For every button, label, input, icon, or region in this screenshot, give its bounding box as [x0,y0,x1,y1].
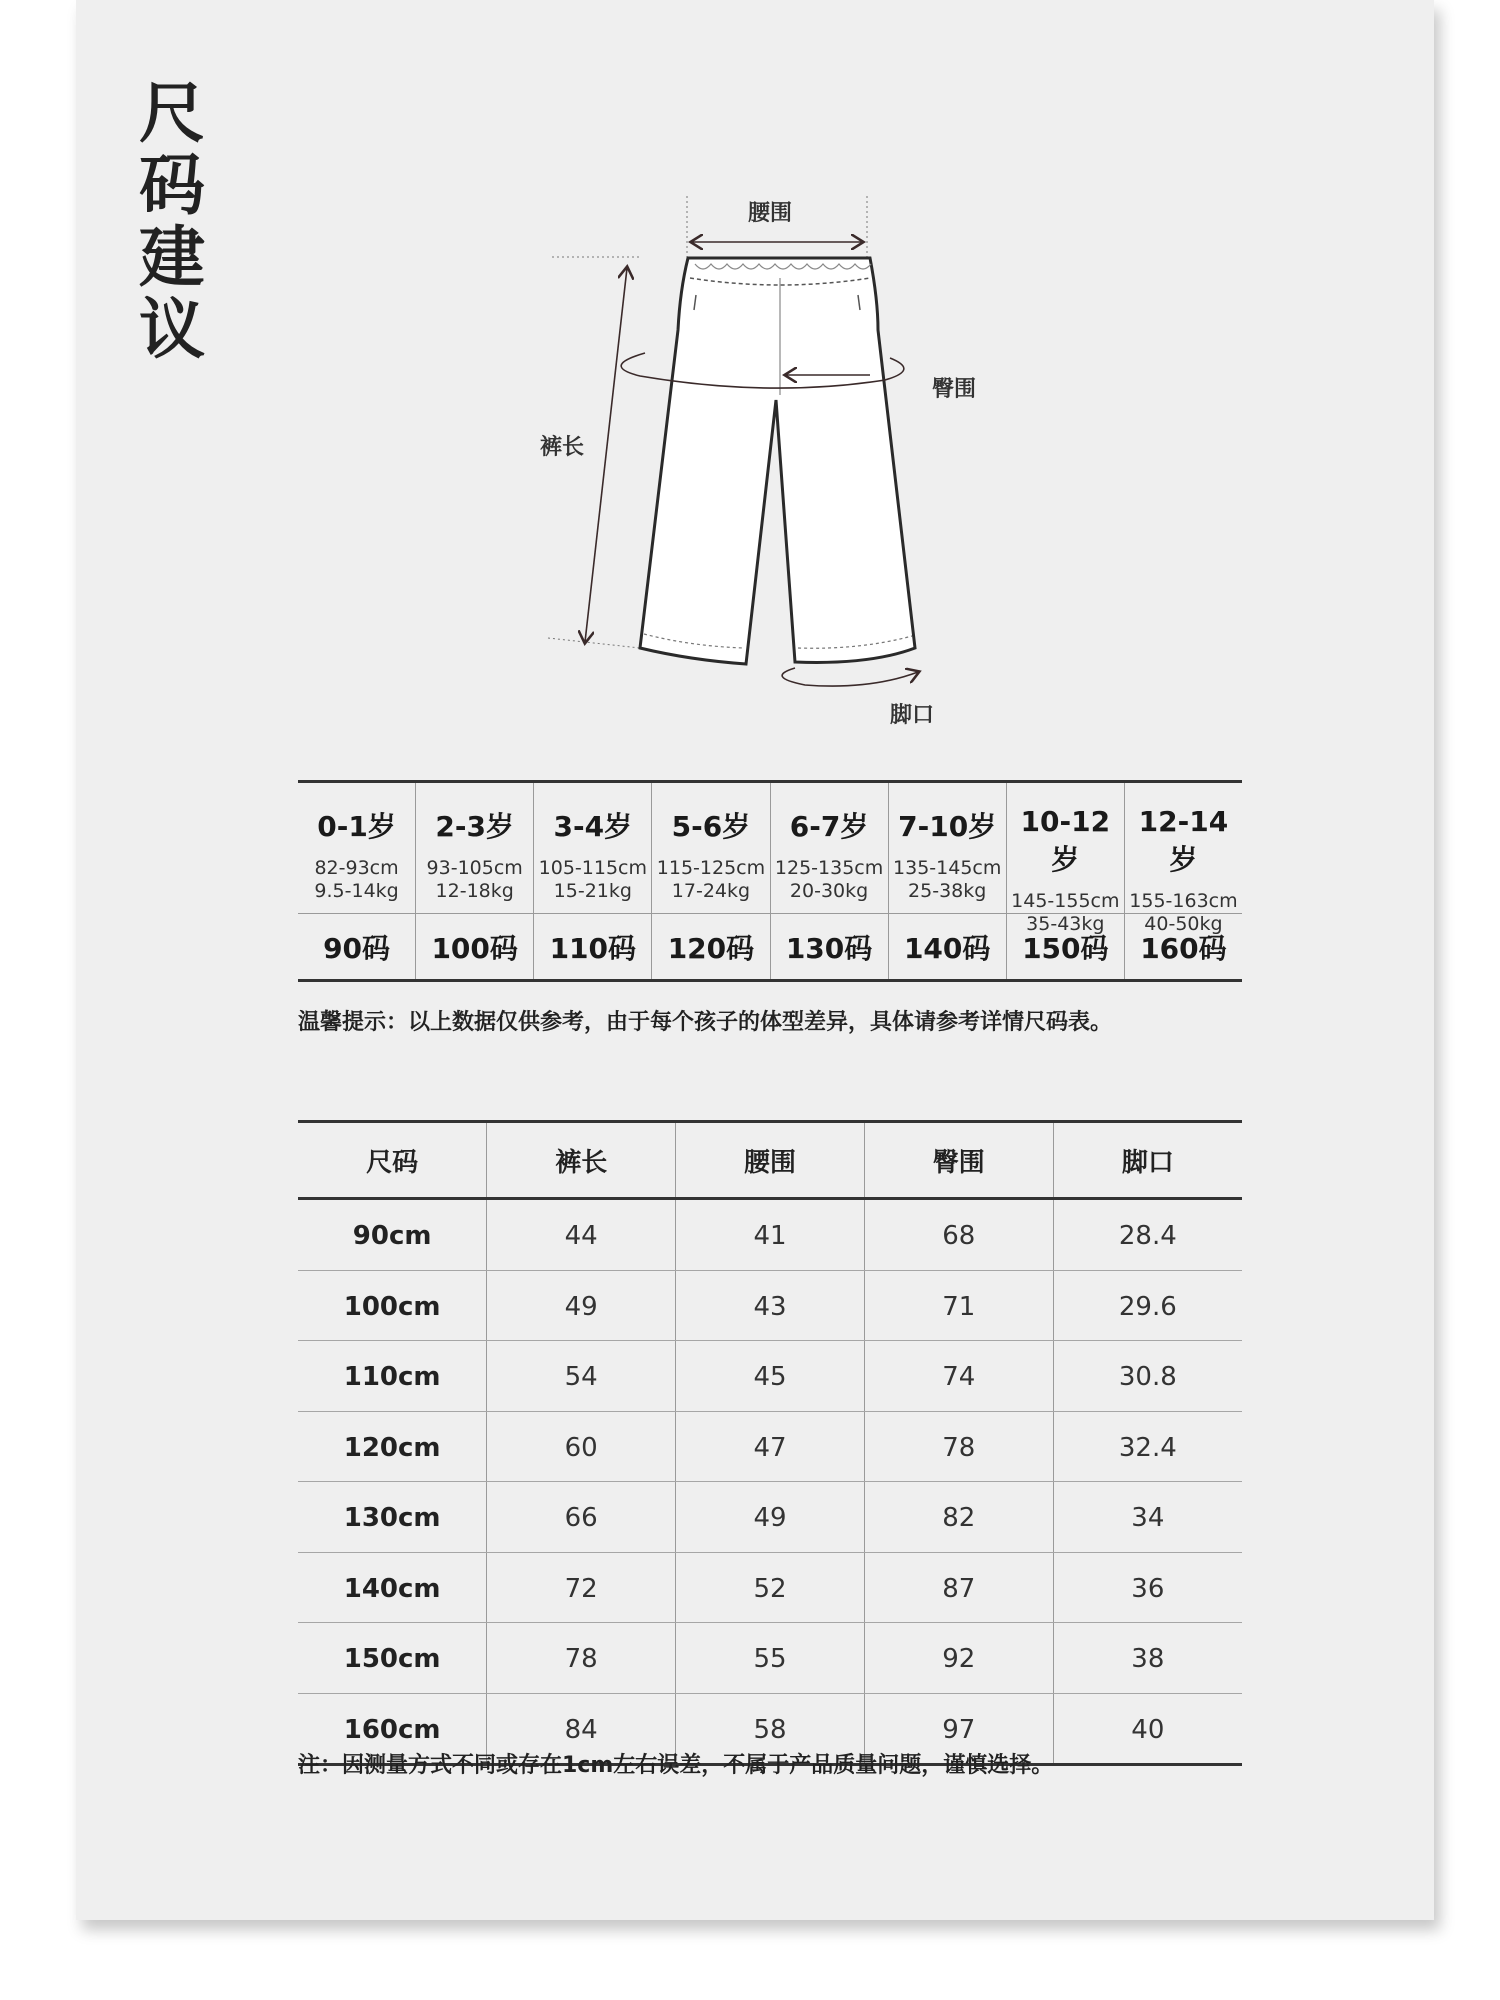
hip-label: 臀围 [932,377,977,402]
height-range: 105-115cm [538,857,647,879]
table-row [298,1552,1242,1623]
length-cell: 66 [487,1482,676,1553]
age-label: 0-1岁 [317,810,396,843]
height-range: 93-105cm [426,857,523,879]
waist-cell: 55 [676,1623,865,1694]
tip-text: 温馨提示：以上数据仅供参考，由于每个孩子的体型差异，具体请参考详情尺码表。 [298,1010,1113,1035]
hip-cell: 87 [864,1552,1053,1623]
weight-range: 25-38kg [908,880,987,902]
recommended-size: 100码 [431,931,518,965]
weight-range: 12-18kg [435,880,514,902]
table-row [298,1623,1242,1694]
height-range: 155-163cm [1129,890,1238,912]
age-column [416,783,534,979]
hem-cell: 38 [1053,1623,1242,1694]
hip-cell: 71 [864,1270,1053,1341]
hip-cell: 82 [864,1482,1053,1553]
table-row [298,1482,1242,1553]
table-header-row [298,1122,1242,1199]
age-column [889,783,1007,979]
size-cell: 110cm [298,1341,487,1412]
age-column [652,783,770,979]
waist-label: 腰围 [748,201,793,226]
waist-cell: 45 [676,1341,865,1412]
size-cell: 120cm [298,1411,487,1482]
hem-cell: 40 [1131,1714,1165,1745]
hem-cell: 29.6 [1053,1270,1242,1341]
weight-range: 35-43kg [1026,913,1105,935]
age-column [298,783,416,979]
header-size: 尺码 [298,1122,487,1199]
size-cell: 140cm [298,1552,487,1623]
size-cell: 150cm [298,1623,487,1694]
height-range: 115-125cm [656,857,766,879]
height-range: 82-93cm [314,857,399,879]
table-row [298,1199,1242,1271]
hip-cell: 97 [864,1693,1053,1765]
pants-outline [640,258,915,664]
age-column [1007,783,1125,979]
hip-cell: 68 [864,1199,1053,1271]
age-label: 6-7岁 [789,810,869,843]
recommended-size: 110码 [549,931,637,965]
weight-range: 9.5-14kg [314,880,399,902]
age-label: 7-10岁 [898,810,997,843]
waist-cell: 58 [676,1693,865,1765]
hip-cell: 78 [864,1411,1053,1482]
length-cell: 78 [487,1623,676,1694]
size-cell: 100cm [298,1270,487,1341]
recommended-size: 120码 [667,931,755,965]
height-range: 145-155cm [1011,890,1120,912]
note-text: 注：因测量方式不同或存在1cm左右误差，不属于产品质量问题，谨慎选择。 [298,1753,1054,1778]
age-label: 12-14岁 [1138,805,1229,876]
waist-cell: 43 [676,1270,865,1341]
age-column [534,783,652,979]
table-row [298,1270,1242,1341]
measurement-table [298,1120,1242,1766]
age-label: 2-3岁 [435,810,514,843]
header-waist: 腰围 [676,1122,865,1199]
hip-cell: 74 [864,1341,1053,1412]
hem-label: 脚口 [890,703,935,728]
age-label: 5-6岁 [671,810,751,843]
recommended-size: 140码 [903,931,991,965]
height-range: 125-135cm [774,857,884,879]
length-label: 裤长 [540,435,585,460]
age-size-table [298,780,1242,982]
length-cell: 60 [487,1411,676,1482]
weight-range: 15-21kg [553,880,632,902]
height-range: 135-145cm [893,857,1002,879]
recommended-size: 90码 [323,931,391,965]
table-row [298,1341,1242,1412]
waist-cell: 52 [676,1552,865,1623]
age-label: 10-12岁 [1020,805,1111,876]
size-cell: 160cm [298,1693,487,1765]
age-label: 3-4岁 [553,810,633,843]
pants-illustration [540,190,960,750]
hem-arrow [782,668,918,686]
hem-cell: 34 [1053,1482,1242,1553]
hem-cell: 28.4 [1053,1199,1242,1271]
weight-range: 20-30kg [789,880,869,902]
size-cell: 90cm [298,1199,487,1271]
waist-cell: 49 [676,1482,865,1553]
recommended-size: 130码 [785,931,873,965]
age-column [771,783,889,979]
length-cell: 72 [487,1552,676,1623]
size-cell: 130cm [298,1482,487,1553]
weight-range: 40-50kg [1144,913,1223,935]
length-cell: 49 [487,1270,676,1341]
recommended-size: 160码 [1140,931,1227,965]
hem-cell: 32.4 [1053,1411,1242,1482]
header-hem: 脚口 [1053,1122,1242,1199]
length-cell: 54 [487,1341,676,1412]
pants-measurement-diagram [540,190,977,750]
length-arrow [585,268,627,642]
length-cell: 44 [487,1199,676,1271]
recommended-size: 150码 [1022,931,1109,965]
weight-range: 17-24kg [671,880,751,902]
waist-cell: 47 [676,1411,865,1482]
length-cell: 84 [487,1693,676,1765]
header-length: 裤长 [487,1122,676,1199]
hem-cell: 36 [1053,1552,1242,1623]
hem-cell: 30.8 [1053,1341,1242,1412]
waist-cell: 41 [676,1199,865,1271]
table-row [298,1411,1242,1482]
hip-cell: 92 [864,1623,1053,1694]
header-hip: 臀围 [864,1122,1053,1199]
age-column [1125,783,1242,979]
page-title: 尺 码 建 议 [139,75,205,368]
